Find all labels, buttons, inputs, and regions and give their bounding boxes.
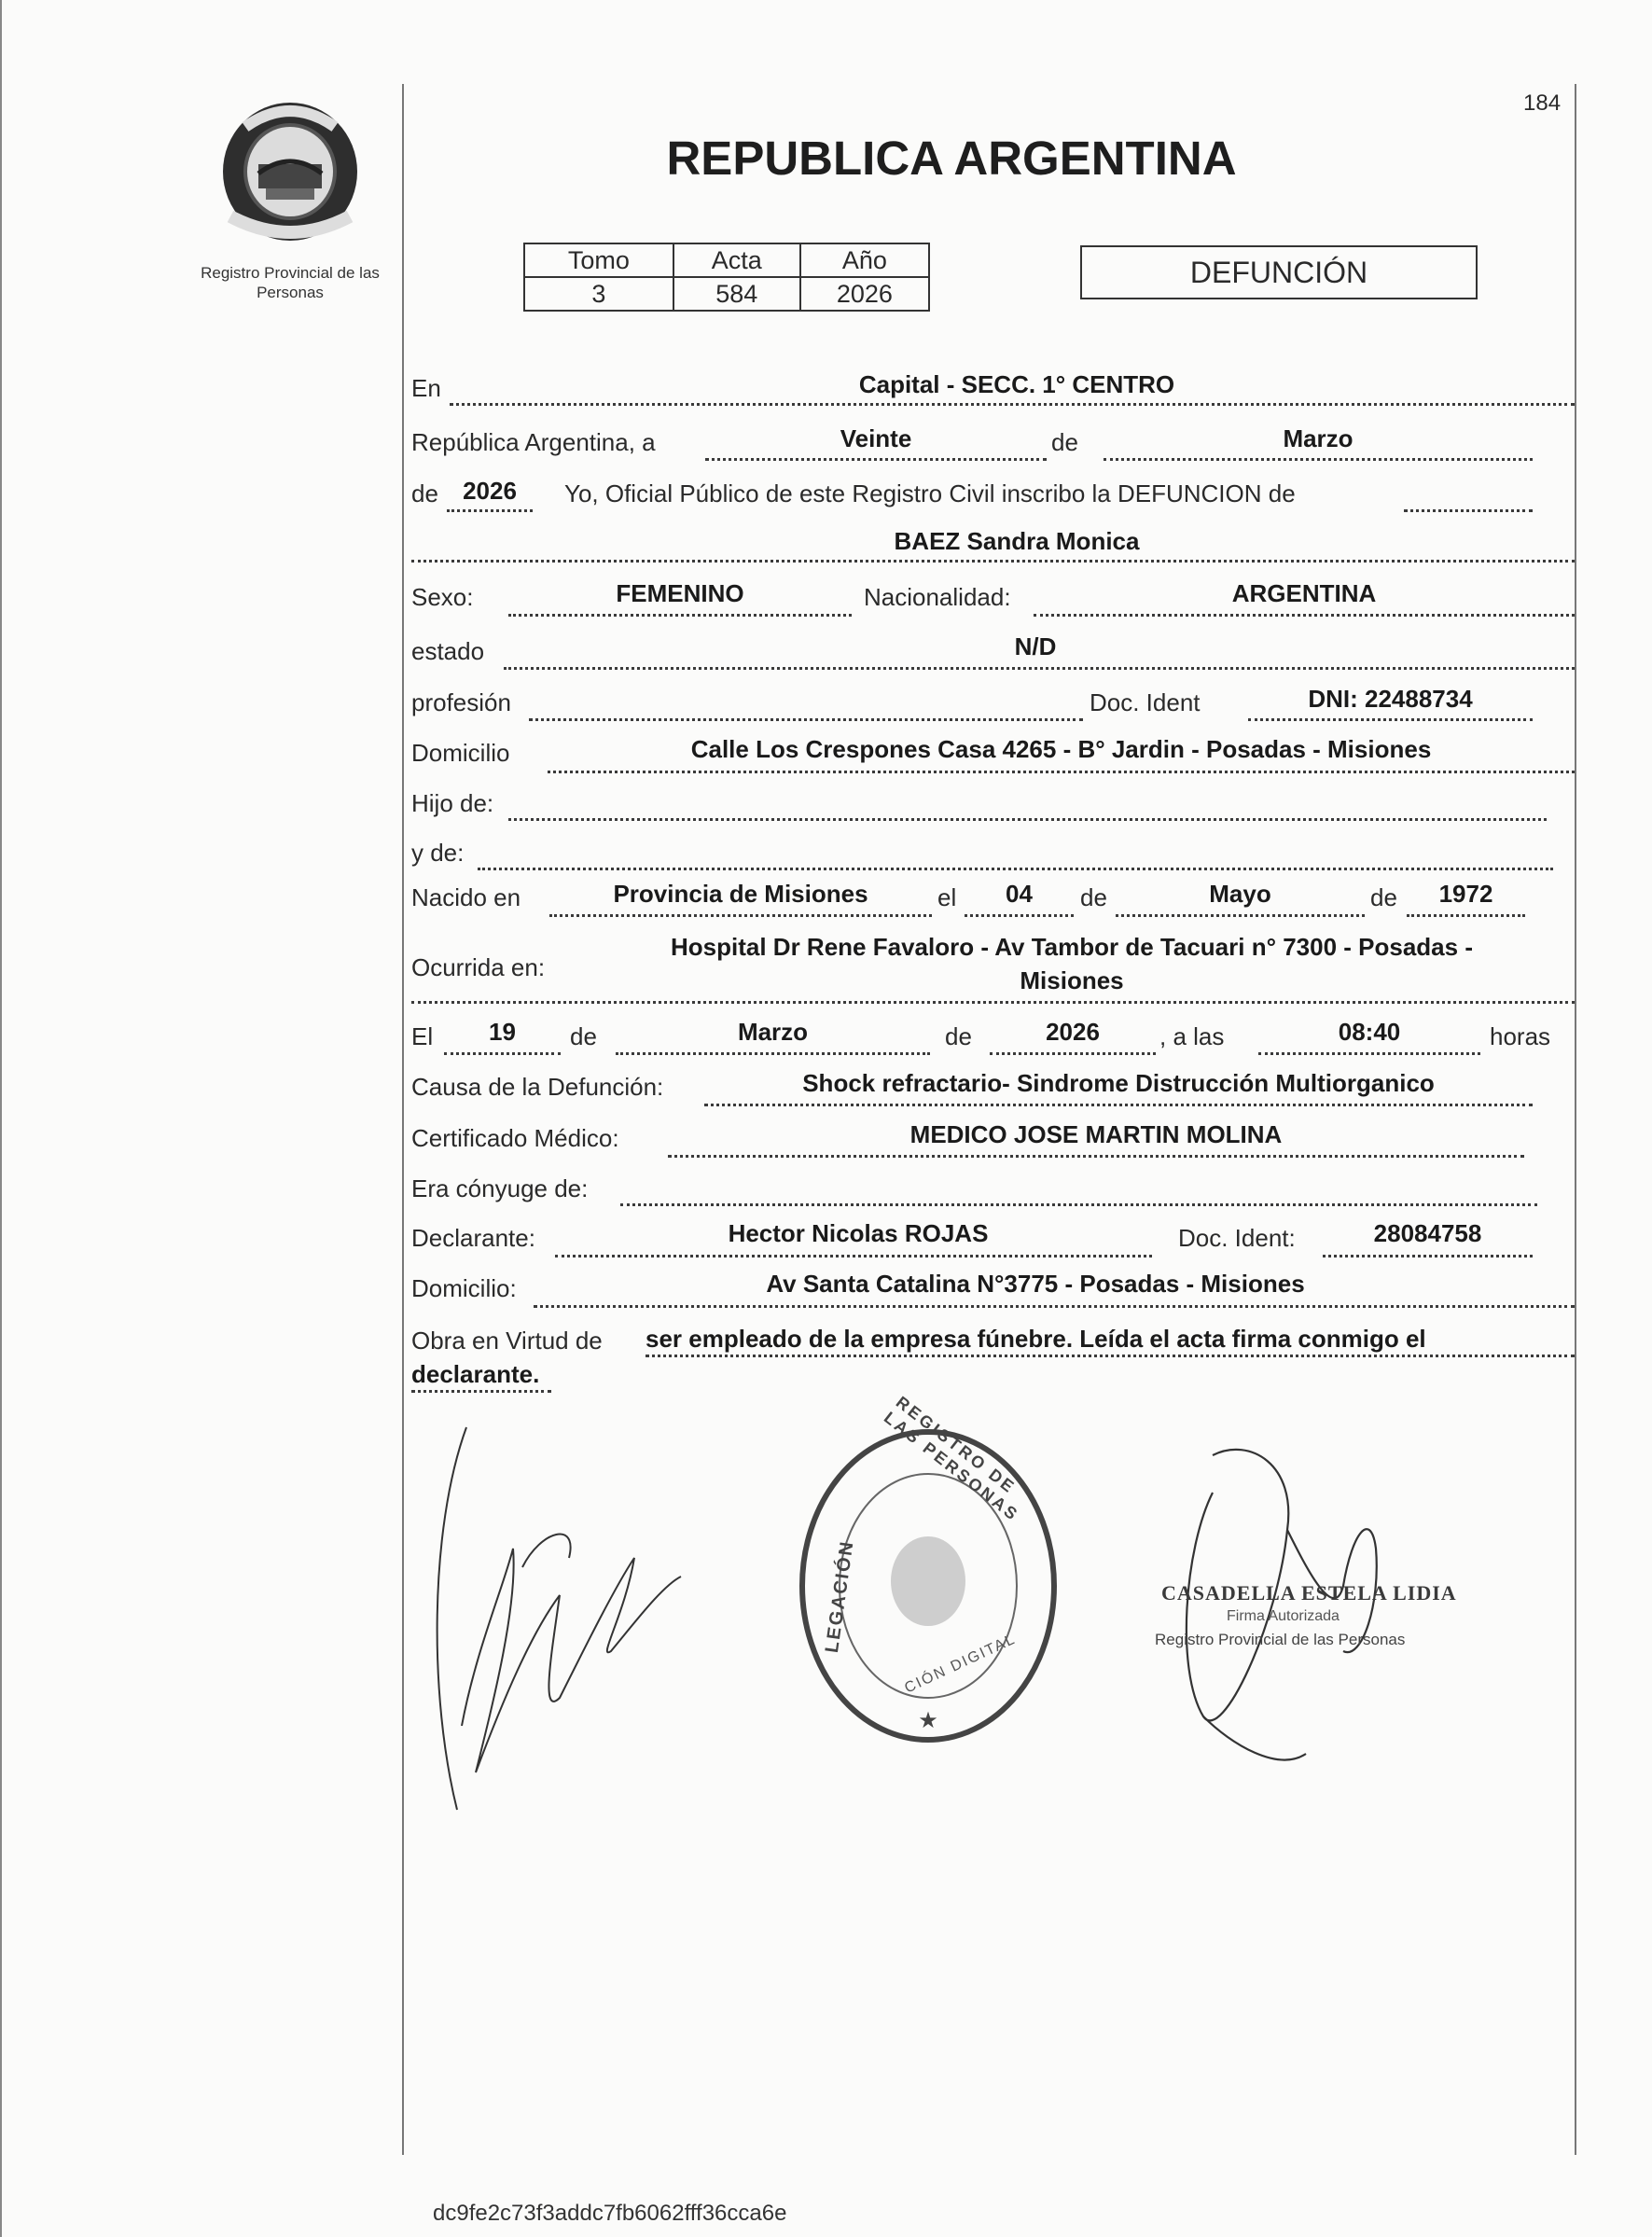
- label-profesion: profesión: [411, 688, 511, 716]
- value-obra-1: ser empleado de la empresa fúnebre. Leída el acta firma conmigo el: [646, 1325, 1426, 1353]
- line-lugar-defuncion: [411, 1001, 1575, 1004]
- ref-header-acta: Acta: [673, 243, 800, 277]
- ref-header-anio: Año: [800, 243, 929, 277]
- svg-text:★: ★: [918, 1707, 938, 1733]
- line-profesion: [529, 718, 1083, 721]
- value-documento: DNI: 22488734: [1308, 685, 1473, 713]
- line-hijo-de: [508, 818, 1547, 821]
- line-dia-defuncion: [444, 1052, 561, 1055]
- stamp-text-top: REGISTRO DE LAS PERSONAS: [880, 1392, 1023, 1525]
- value-mes: Marzo: [1283, 424, 1354, 452]
- value-hora: 08:40: [1338, 1018, 1401, 1046]
- value-nacionalidad: ARGENTINA: [1231, 579, 1377, 607]
- label-republica: República Argentina, a: [411, 428, 656, 456]
- label-nacido-en: Nacido en: [411, 883, 521, 911]
- official-role: Firma Autorizada: [1227, 1608, 1340, 1624]
- label-doc-ident: Doc. Ident: [1090, 688, 1201, 716]
- label-hijo-de: Hijo de:: [411, 789, 494, 817]
- label-estado: estado: [411, 637, 485, 665]
- line-mes-defuncion: [616, 1052, 930, 1055]
- page-title: REPUBLICA ARGENTINA: [666, 132, 1237, 185]
- value-declarante-doc: 28084758: [1373, 1219, 1482, 1247]
- line-declarante: [555, 1255, 1152, 1257]
- line-anio-defuncion: [990, 1052, 1156, 1055]
- line-declarante-doc: [1323, 1255, 1533, 1257]
- line-de-tail: [1404, 509, 1533, 512]
- label-el-2: El: [411, 1022, 434, 1050]
- page-number: 184: [1523, 90, 1562, 116]
- value-sexo: FEMENINO: [616, 579, 744, 607]
- label-yo-oficial: Yo, Oficial Público de este Registro Civil inscribo la DEFUNCION de: [564, 479, 1296, 507]
- official-office: Registro Provincial de las Personas: [1155, 1631, 1406, 1648]
- label-a-las: , a las: [1159, 1022, 1225, 1050]
- ref-header-tomo: Tomo: [524, 243, 673, 277]
- label-en: En: [411, 374, 441, 402]
- value-causa: Shock refractario- Sindrome Distrucción Multiorganico: [802, 1069, 1435, 1097]
- line-dia: [705, 458, 1047, 461]
- line-estado: [504, 667, 1575, 670]
- line-mes: [1104, 458, 1533, 461]
- label-doc-ident-2: Doc. Ident:: [1178, 1224, 1296, 1252]
- line-declarante-domicilio: [534, 1305, 1575, 1308]
- line-nombre: [411, 560, 1575, 563]
- label-nacionalidad: Nacionalidad:: [864, 583, 1011, 611]
- value-dia: Veinte: [840, 424, 912, 452]
- line-lugar-nacimiento: [549, 914, 932, 917]
- right-margin-line: [1575, 84, 1576, 2155]
- label-el: el: [937, 883, 957, 911]
- value-mes-defuncion: Marzo: [737, 1018, 809, 1046]
- line-sexo: [508, 614, 852, 617]
- footer-hash: dc9fe2c73f3addc7fb6062fff36cca6e: [433, 2201, 787, 2226]
- stamp-text-bottom: CIÓN DIGITAL: [902, 1631, 1019, 1697]
- value-declarante-domicilio: Av Santa Catalina N°3775 - Posadas - Misiones: [766, 1270, 1305, 1298]
- value-anio: 2026: [463, 477, 517, 505]
- value-lugar-defuncion-2: Misiones: [1020, 966, 1124, 994]
- line-doc-ident: [1248, 718, 1533, 721]
- label-nac-de-2: de: [1370, 883, 1397, 911]
- value-mes-nacimiento: Mayo: [1209, 880, 1271, 908]
- value-domicilio: Calle Los Crespones Casa 4265 - B° Jardin - Posadas - Misiones: [690, 735, 1432, 763]
- line-obra-1: [646, 1355, 1575, 1357]
- value-nombre: BAEZ Sandra Monica: [894, 527, 1140, 555]
- label-obra: Obra en Virtud de: [411, 1327, 603, 1355]
- value-lugar-defuncion-1: Hospital Dr Rene Favaloro - Av Tambor de Tacuari n° 7300 - Posadas -: [671, 933, 1473, 961]
- value-certificado: MEDICO JOSE MARTIN MOLINA: [909, 1120, 1283, 1148]
- value-lugar-nacimiento: Provincia de Misiones: [613, 880, 868, 908]
- line-domicilio: [548, 771, 1575, 773]
- registrar-signature: [410, 1418, 690, 1819]
- line-mes-nacimiento: [1116, 914, 1365, 917]
- reference-table: [523, 243, 930, 312]
- line-nacionalidad: [1034, 614, 1575, 617]
- value-anio-defuncion: 2026: [1046, 1018, 1100, 1046]
- value-estado: N/D: [1014, 632, 1057, 660]
- line-anio: [447, 509, 533, 512]
- line-y-de: [478, 868, 1553, 870]
- value-anio-nacimiento: 1972: [1438, 880, 1493, 908]
- label-nac-de-1: de: [1080, 883, 1107, 911]
- stamp-text-left: LEGACIÓN: [821, 1538, 858, 1655]
- line-hora: [1258, 1052, 1480, 1055]
- value-declarante: Hector Nicolas ROJAS: [728, 1219, 989, 1247]
- label-horas: horas: [1490, 1022, 1551, 1050]
- registry-round-stamp: [793, 1392, 1063, 1754]
- label-declarante: Declarante:: [411, 1224, 535, 1252]
- line-anio-nacimiento: [1407, 914, 1525, 917]
- page-left-edge: [0, 0, 2, 2237]
- value-obra-2: declarante.: [411, 1360, 540, 1388]
- value-dia-defuncion: 19: [489, 1018, 516, 1046]
- line-obra-2: [411, 1390, 551, 1393]
- label-causa: Causa de la Defunción:: [411, 1073, 664, 1101]
- ref-value-tomo: 3: [524, 277, 673, 311]
- label-y-de: y de:: [411, 839, 465, 867]
- ref-value-anio: 2026: [800, 277, 929, 311]
- label-def-de-1: de: [570, 1022, 597, 1050]
- label-sexo: Sexo:: [411, 583, 474, 611]
- ref-value-acta: 584: [673, 277, 800, 311]
- line-dia-nacimiento: [965, 914, 1074, 917]
- doc-type-box: DEFUNCIÓN: [1080, 245, 1478, 299]
- line-en: [450, 403, 1575, 406]
- label-de-2: de: [411, 479, 438, 507]
- label-ocurrida-en: Ocurrida en:: [411, 953, 546, 981]
- label-de-1: de: [1051, 428, 1078, 456]
- label-certificado: Certificado Médico:: [411, 1124, 619, 1152]
- label-domicilio-2: Domicilio:: [411, 1274, 517, 1302]
- line-certificado: [668, 1155, 1524, 1158]
- official-name: CASADELLA ESTELA LIDIA: [1161, 1581, 1457, 1605]
- value-lugar: Capital - SECC. 1° CENTRO: [858, 370, 1175, 398]
- line-causa: [704, 1104, 1533, 1106]
- label-domicilio: Domicilio: [411, 739, 510, 767]
- registry-name: Registro Provincial de las Personas: [201, 264, 380, 301]
- line-conyuge: [620, 1203, 1537, 1206]
- label-conyuge: Era cónyuge de:: [411, 1174, 589, 1202]
- label-def-de-2: de: [945, 1022, 972, 1050]
- province-seal: [217, 99, 363, 244]
- value-dia-nacimiento: 04: [1006, 880, 1033, 908]
- left-margin-line: [402, 84, 404, 2155]
